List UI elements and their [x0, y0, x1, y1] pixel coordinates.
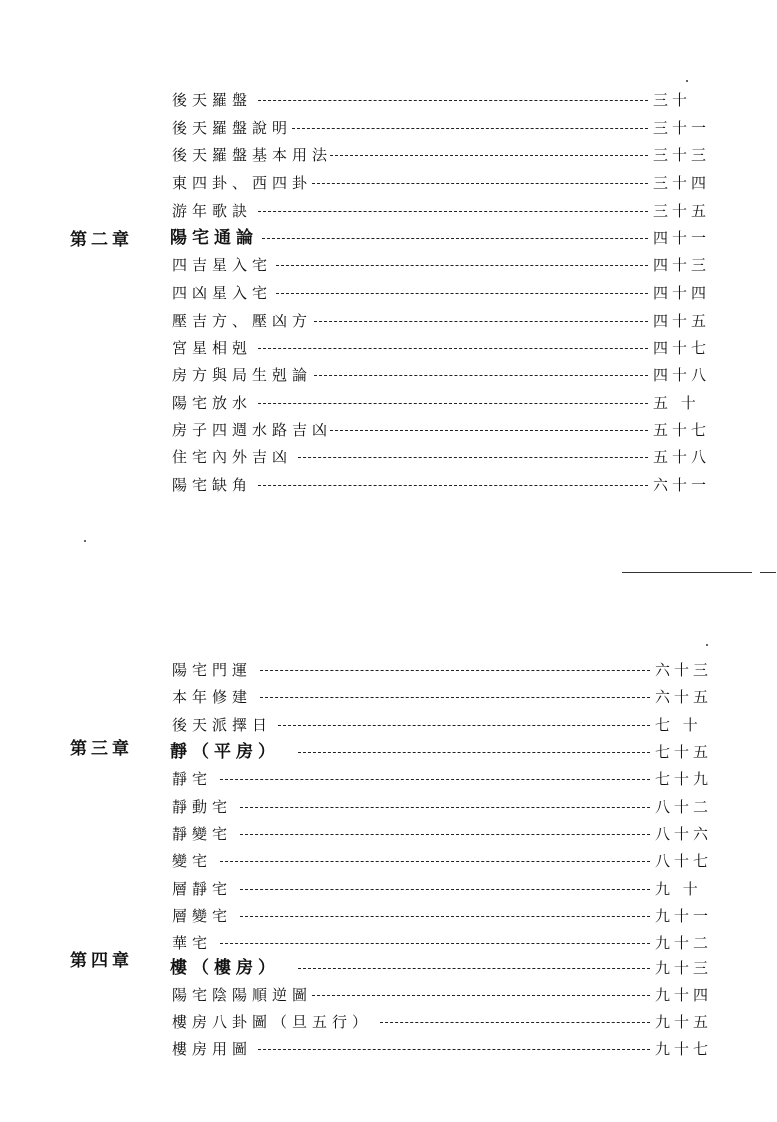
entry-page-number: 六十一	[653, 476, 711, 494]
dotted-leader	[298, 752, 650, 753]
dotted-leader	[240, 889, 650, 890]
entry-title: 靜變宅	[172, 825, 233, 843]
fold-rule-tail	[760, 572, 776, 573]
entry-page-number: 八十六	[655, 825, 713, 843]
scan-speck	[686, 80, 688, 82]
entry-title: 後天羅盤基本用法	[172, 146, 333, 164]
dotted-leader	[276, 265, 648, 266]
dotted-leader	[276, 293, 648, 294]
chapter-4-label: 第四章	[70, 951, 133, 971]
dotted-leader	[240, 916, 650, 917]
dotted-leader	[330, 430, 648, 431]
entry-page-number: 三十五	[653, 202, 711, 220]
entry-title: 後天羅盤	[172, 91, 253, 109]
entry-page-number: 五十七	[653, 421, 711, 439]
dotted-leader	[292, 128, 648, 129]
entry-page-number: 九十一	[655, 907, 713, 925]
entry-title: 四吉星入宅	[172, 256, 273, 274]
entry-page-number: 三十一	[653, 119, 711, 137]
dotted-leader	[278, 725, 650, 726]
entry-page-number: 四十三	[653, 256, 711, 274]
entry-page-number: 九十三	[655, 959, 713, 977]
entry-title: 層變宅	[172, 907, 233, 925]
dotted-leader	[260, 670, 650, 671]
entry-title: 後天派擇日	[172, 716, 273, 734]
entry-title: 靜宅	[172, 770, 213, 788]
dotted-leader	[220, 861, 650, 862]
entry-title: 靜動宅	[172, 798, 233, 816]
dotted-leader	[258, 403, 648, 404]
entry-page-number: 七十九	[655, 770, 713, 788]
entry-page-number: 三十四	[653, 174, 711, 192]
entry-title: 四凶星入宅	[172, 284, 273, 302]
entry-page-number: 三十三	[653, 146, 711, 164]
entry-page-number: 四十五	[653, 312, 711, 330]
fold-rule	[622, 572, 752, 573]
entry-page-number: 九十七	[655, 1040, 713, 1058]
entry-title: 陽宅缺角	[172, 476, 253, 494]
entry-title: 游年歌訣	[172, 202, 253, 220]
dotted-leader	[314, 375, 648, 376]
entry-title: 樓（樓房）	[170, 958, 280, 978]
dotted-leader	[240, 807, 650, 808]
dotted-leader	[258, 485, 648, 486]
entry-title: 樓房八卦圖（旦五行）	[172, 1013, 373, 1031]
entry-page-number: 四十七	[653, 339, 711, 357]
dotted-leader	[330, 155, 648, 156]
dotted-leader	[380, 1022, 650, 1023]
entry-title: 華宅	[172, 934, 213, 952]
entry-title: 住宅內外吉凶	[172, 448, 293, 466]
entry-title: 陽宅放水	[172, 394, 253, 412]
dotted-leader	[298, 968, 650, 969]
dotted-leader	[298, 457, 648, 458]
dotted-leader	[312, 995, 650, 996]
entry-page-number: 三十	[653, 91, 692, 109]
entry-title: 本年修建	[172, 688, 253, 706]
entry-page-number: 四十一	[653, 229, 711, 247]
dotted-leader	[314, 321, 648, 322]
entry-title: 東四卦、西四卦	[172, 174, 313, 192]
scan-speck	[706, 644, 708, 646]
entry-page-number: 七 十	[655, 716, 702, 734]
chapter-3-label: 第三章	[70, 739, 133, 759]
entry-title: 壓吉方、壓凶方	[172, 312, 313, 330]
entry-page-number: 六十五	[655, 688, 713, 706]
dotted-leader	[258, 211, 648, 212]
entry-title: 房子四週水路吉凶	[172, 421, 333, 439]
chapter-2-label: 第二章	[70, 230, 133, 250]
dotted-leader	[258, 348, 648, 349]
entry-page-number: 四十八	[653, 366, 711, 384]
dotted-leader	[240, 834, 650, 835]
entry-title: 陽宅門運	[172, 661, 253, 679]
entry-page-number: 六十三	[655, 661, 713, 679]
entry-title: 宮星相剋	[172, 339, 253, 357]
entry-page-number: 四十四	[653, 284, 711, 302]
entry-title: 後天羅盤說明	[172, 119, 293, 137]
entry-title: 房方與局生剋論	[172, 366, 313, 384]
entry-page-number: 九十四	[655, 986, 713, 1004]
entry-page-number: 八十二	[655, 798, 713, 816]
entry-page-number: 九十五	[655, 1013, 713, 1031]
dotted-leader	[258, 100, 648, 101]
entry-page-number: 八十七	[655, 852, 713, 870]
dotted-leader	[220, 943, 650, 944]
entry-title: 陽宅通論	[170, 228, 258, 248]
dotted-leader	[260, 697, 650, 698]
dotted-leader	[220, 779, 650, 780]
dotted-leader	[262, 238, 648, 239]
entry-page-number: 九 十	[655, 880, 702, 898]
entry-title: 層靜宅	[172, 880, 233, 898]
entry-title: 變宅	[172, 852, 213, 870]
entry-title: 陽宅陰陽順逆圖	[172, 986, 313, 1004]
entry-page-number: 七十五	[655, 743, 713, 761]
entry-page-number: 五十八	[653, 448, 711, 466]
entry-page-number: 五 十	[653, 394, 700, 412]
dotted-leader	[258, 1049, 650, 1050]
entry-title: 靜（平房）	[170, 742, 280, 762]
dotted-leader	[312, 183, 648, 184]
scan-speck	[84, 540, 86, 542]
entry-title: 樓房用圖	[172, 1040, 253, 1058]
entry-page-number: 九十二	[655, 934, 713, 952]
